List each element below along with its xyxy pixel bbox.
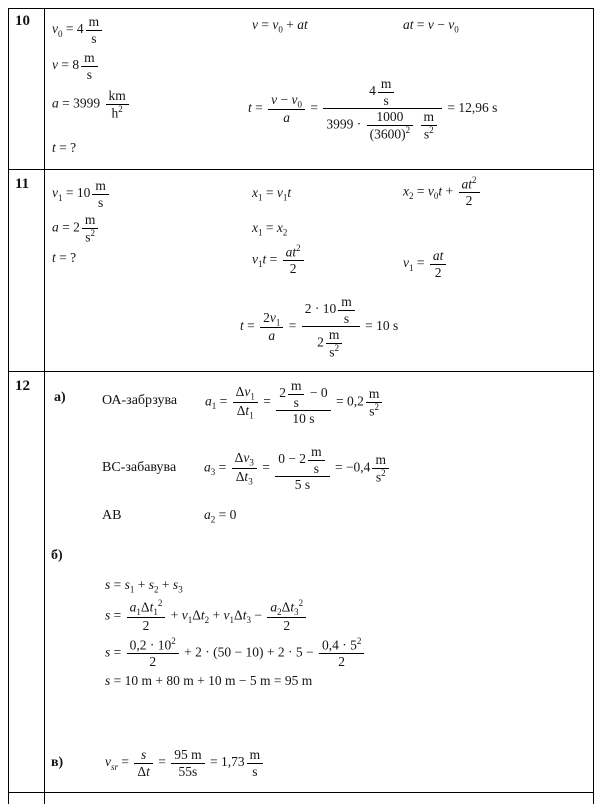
row-divider-bottom (8, 792, 594, 793)
eq-r12-s-numeric: s = $\frac{0,2 \cdot 10^2}{2}$ + 2 · (50 − 10) + 2 · 5 − $\frac{0,4 \cdot 5^2}{2}$ (105, 637, 366, 670)
problem-number-12: 12 (15, 378, 30, 394)
part-v-label: в) (51, 755, 64, 770)
part-a-label: а) (54, 390, 66, 405)
eq-r10-find-t: t = ? (52, 140, 77, 155)
eq-r11-given-v1: $v_1 = 10$ $\frac{m}{s}$ (52, 178, 111, 210)
segment-ab-label: АВ (102, 508, 122, 523)
row-divider-11-12 (8, 371, 594, 372)
eq-r10-solution-t: t = $\frac{v - v_0}{a}$ = 4 $\frac{m}{s}$ 3999 · $\frac{1000}{(3600)^2}$ $\frac{m}{s^2}$ = 12,96 s (248, 76, 498, 142)
segment-bc-label: ВС-забавува (102, 460, 177, 475)
column-divider (44, 8, 45, 804)
problem-number-10: 10 (15, 13, 30, 29)
eq-r11-solution-t: t = $\frac{2v_1}{a}$ = 2 · 10 $\frac{m}{s}$ 2 $\frac{m}{s^2}$ = 10 s (240, 294, 399, 360)
eq-r10-v-equals-v0-plus-at: $v = v_0$ + at (252, 17, 308, 35)
eq-r10-at-equals-v-minus-v0: at = $v - v_0$ (403, 17, 459, 35)
eq-r11-v1-equals-at-over-2: $v_1$ = $\frac{at}{2}$ (403, 248, 448, 280)
eq-r12-average-speed: $v_{sr}$ = $\frac{s}{\Delta t}$ = $\frac{95 m}{55s}$ = 1,73 $\frac{m}{s}$ (105, 747, 265, 779)
table-border-top (8, 8, 594, 9)
eq-r10-given-v: v = 8 $\frac{m}{s}$ (52, 50, 100, 82)
eq-r11-x1-equals-x2: $x_1 = x_2$ (252, 220, 288, 238)
eq-r11-find-t: t = ? (52, 250, 77, 265)
row-divider-10-11 (8, 169, 594, 170)
eq-r11-x2: $x_2 = v_0t$ + $\frac{at^2}{2}$ (403, 176, 482, 209)
segment-oa-label: ОА-забрзува (102, 393, 178, 408)
eq-r11-x1: $x_1 = v_1t$ (252, 185, 292, 203)
problem-number-11: 11 (15, 176, 30, 192)
eq-r12-s-result: s = 10 m + 80 m + 10 m − 5 m = 95 m (105, 673, 313, 688)
eq-r10-given-a: a = 3999 $\frac{km}{h^2}$ (52, 88, 131, 121)
eq-r12-a2: $a_2 = 0$ (204, 507, 237, 525)
table-border-left (8, 8, 9, 804)
eq-r12-s-symbolic: s = $\frac{a_1\Delta t_1^2}{2}$ + $v_1\Delta t_2 + v_1\Delta t_3$ − $\frac{a_2\Delta t_3^2}{2}$ (105, 599, 308, 634)
eq-r10-given-v0: $v_0 = 4$ $\frac{m}{s}$ (52, 14, 104, 46)
part-b-label: б) (51, 548, 63, 563)
eq-r12-a1: $a_1$ = $\frac{\Delta v_1}{\Delta t_1}$ = 2 $\frac{m}{s}$ − 0 10 s = 0,2 $\frac{m}{s^2}$ (205, 378, 384, 427)
eq-r12-a3: $a_3$ = $\frac{\Delta v_3}{\Delta t_3}$ = 0 − 2 $\frac{m}{s}$ 5 s = −0,4 $\frac{m}{s^2}$ (204, 444, 391, 493)
table-border-right (593, 8, 594, 804)
eq-r12-s-sum: $s = s_1 + s_2 + s_3$ (105, 577, 183, 595)
eq-r11-v1t: $v_1t$ = $\frac{at^2}{2}$ (252, 244, 306, 277)
eq-r11-given-a: a = 2 $\frac{m}{s^2}$ (52, 212, 100, 245)
